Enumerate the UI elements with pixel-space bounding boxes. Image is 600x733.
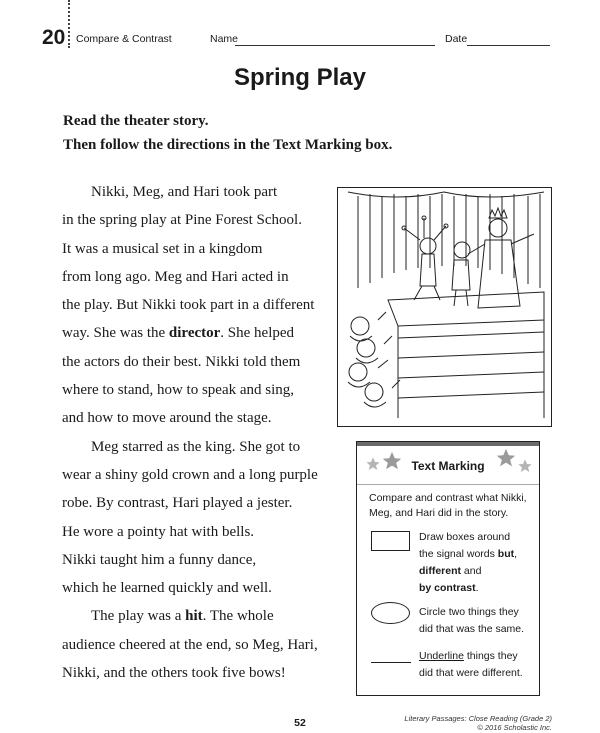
story-line: robe. By contrast, Hari played a jester. bbox=[62, 495, 293, 512]
text-marking-box bbox=[356, 441, 540, 696]
item-line bbox=[419, 546, 537, 563]
text-marking-title: Text Marking bbox=[411, 459, 485, 473]
story-line: Nikki, Meg, and Hari took part bbox=[91, 184, 278, 200]
page-title: Spring Play bbox=[233, 64, 367, 91]
story-line: from long ago. Meg and Hari acted in bbox=[62, 268, 289, 285]
name-label: Name bbox=[210, 33, 239, 45]
date-label: Date bbox=[445, 33, 468, 45]
topic-label: Compare & Contrast bbox=[76, 33, 172, 45]
story-passage bbox=[62, 178, 352, 687]
story-line: audience cheered at the end, so Meg, Hari, bbox=[62, 636, 318, 653]
item-text: , bbox=[514, 548, 518, 560]
story-line: Meg starred as the king. She got to bbox=[91, 438, 301, 455]
story-line: It was a musical set in a kingdom bbox=[62, 240, 263, 257]
item-text: and bbox=[461, 565, 482, 577]
story-line: in the spring play at Pine Forest School. bbox=[62, 212, 302, 229]
story-text: . She helped bbox=[220, 325, 295, 342]
name-field[interactable] bbox=[235, 45, 435, 46]
story-line: Nikki taught him a funny dance, bbox=[62, 551, 257, 568]
story-line bbox=[62, 602, 352, 630]
page-number-badge: 20 bbox=[42, 26, 66, 49]
item-line: did that were different. bbox=[419, 667, 523, 679]
item-text: . bbox=[475, 582, 479, 594]
item-line bbox=[419, 648, 537, 665]
item-line bbox=[419, 580, 537, 597]
item-line: did that was the same. bbox=[419, 623, 525, 635]
story-line: where to stand, how to speak and sing, bbox=[62, 382, 295, 399]
underline-symbol bbox=[371, 662, 411, 663]
story-line: the actors do their best. Nikki told them bbox=[62, 353, 301, 370]
vocab-word-hit: hit bbox=[185, 608, 203, 625]
text-marking-description: Compare and contrast what Nikki, Meg, and Hari did in the story. bbox=[369, 492, 527, 519]
footer-copyright: © 2016 Scholastic Inc. bbox=[477, 723, 552, 732]
story-line: He wore a pointy hat with bells. bbox=[62, 523, 255, 540]
story-line: Nikki, and the others took five bows! bbox=[62, 665, 286, 682]
story-line: wear a shiny gold crown and a long purple bbox=[62, 466, 318, 483]
story-text: way. She was the bbox=[62, 325, 169, 342]
underline-word: Underline bbox=[419, 650, 464, 662]
item-line: Draw boxes around bbox=[419, 531, 511, 543]
vocab-word-director: director bbox=[168, 325, 221, 342]
text-marking-top-bar bbox=[357, 442, 539, 446]
item-line: Circle two things they bbox=[419, 606, 519, 618]
play-illustration bbox=[337, 187, 552, 427]
circle-symbol bbox=[371, 602, 410, 624]
story-text: . The whole bbox=[202, 608, 274, 625]
text-marking-item-circles bbox=[419, 604, 537, 638]
stage-scene-drawing bbox=[338, 188, 551, 426]
page-number: 52 bbox=[294, 717, 306, 729]
text-marking-divider bbox=[357, 484, 539, 485]
date-field[interactable] bbox=[467, 45, 550, 46]
story-line bbox=[62, 319, 352, 347]
item-text: the signal words bbox=[419, 548, 498, 560]
item-line bbox=[419, 563, 537, 580]
story-text: The play was a bbox=[91, 608, 186, 625]
signal-word-different: different bbox=[419, 565, 461, 577]
instruction-line-1: Read the theater story. bbox=[63, 113, 209, 129]
story-line: the play. But Nikki took part in a different bbox=[62, 297, 315, 314]
instruction-line-2: Then follow the directions in the Text Marking box. bbox=[63, 137, 393, 153]
signal-word-by-contrast: by contrast bbox=[419, 582, 476, 594]
story-line: and how to move around the stage. bbox=[62, 410, 272, 427]
text-marking-item-underline bbox=[419, 648, 537, 682]
story-line: which he learned quickly and well. bbox=[62, 580, 272, 597]
header-dotted-divider bbox=[68, 0, 70, 48]
footer-source: Literary Passages: Close Reading (Grade 2) bbox=[404, 714, 552, 723]
item-text: things they bbox=[463, 650, 518, 662]
box-symbol bbox=[371, 531, 410, 551]
signal-word-but: but bbox=[497, 548, 515, 560]
text-marking-item-boxes bbox=[419, 529, 537, 597]
